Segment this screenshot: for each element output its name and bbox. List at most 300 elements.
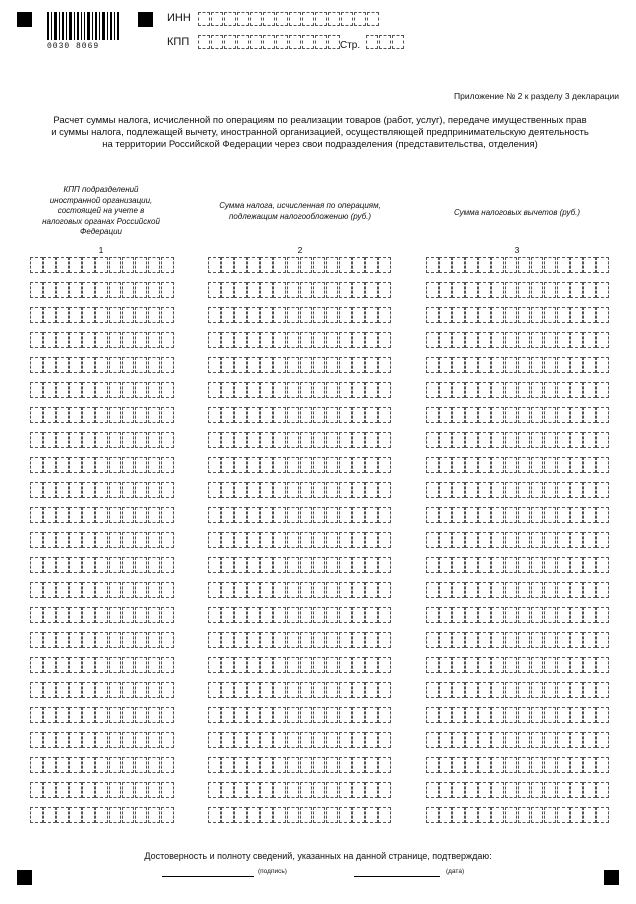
tax-amount-entry-row[interactable] <box>208 382 391 398</box>
char-cell[interactable] <box>247 382 260 398</box>
char-cell[interactable] <box>221 482 234 498</box>
char-cell[interactable] <box>570 782 583 798</box>
char-cell[interactable] <box>82 307 95 323</box>
char-cell[interactable] <box>452 782 465 798</box>
char-cell[interactable] <box>300 382 313 398</box>
char-cell[interactable] <box>326 507 339 523</box>
char-cell[interactable] <box>544 382 557 398</box>
char-cell[interactable] <box>273 407 286 423</box>
char-cell[interactable] <box>300 707 313 723</box>
char-cell[interactable] <box>82 782 95 798</box>
char-cell[interactable] <box>557 507 570 523</box>
deduction-amount-entry-row[interactable] <box>426 557 609 573</box>
char-cell[interactable] <box>161 332 174 348</box>
char-cell[interactable] <box>300 307 313 323</box>
char-cell[interactable] <box>557 732 570 748</box>
char-cell[interactable] <box>95 432 108 448</box>
char-cell[interactable] <box>518 557 531 573</box>
char-cell[interactable] <box>596 607 609 623</box>
char-cell[interactable] <box>211 35 223 49</box>
char-cell[interactable] <box>161 657 174 673</box>
char-cell[interactable] <box>326 782 339 798</box>
char-cell[interactable] <box>122 582 135 598</box>
char-cell[interactable] <box>56 332 69 348</box>
char-cell[interactable] <box>326 757 339 773</box>
char-cell[interactable] <box>56 507 69 523</box>
char-cell[interactable] <box>557 332 570 348</box>
char-cell[interactable] <box>95 382 108 398</box>
char-cell[interactable] <box>247 357 260 373</box>
page-number-field[interactable] <box>366 35 405 49</box>
char-cell[interactable] <box>56 782 69 798</box>
char-cell[interactable] <box>570 357 583 373</box>
char-cell[interactable] <box>148 607 161 623</box>
char-cell[interactable] <box>570 657 583 673</box>
char-cell[interactable] <box>452 607 465 623</box>
char-cell[interactable] <box>161 732 174 748</box>
char-cell[interactable] <box>135 382 148 398</box>
char-cell[interactable] <box>82 632 95 648</box>
tax-amount-entry-row[interactable] <box>208 807 391 823</box>
char-cell[interactable] <box>300 682 313 698</box>
char-cell[interactable] <box>452 757 465 773</box>
char-cell[interactable] <box>478 682 491 698</box>
char-cell[interactable] <box>557 457 570 473</box>
char-cell[interactable] <box>234 807 247 823</box>
char-cell[interactable] <box>531 307 544 323</box>
deduction-amount-entry-row[interactable] <box>426 507 609 523</box>
char-cell[interactable] <box>273 707 286 723</box>
char-cell[interactable] <box>234 332 247 348</box>
char-cell[interactable] <box>300 257 313 273</box>
char-cell[interactable] <box>478 257 491 273</box>
char-cell[interactable] <box>378 407 391 423</box>
char-cell[interactable] <box>56 807 69 823</box>
char-cell[interactable] <box>95 782 108 798</box>
char-cell[interactable] <box>339 307 352 323</box>
char-cell[interactable] <box>208 432 221 448</box>
char-cell[interactable] <box>30 482 43 498</box>
char-cell[interactable] <box>273 607 286 623</box>
char-cell[interactable] <box>491 582 504 598</box>
char-cell[interactable] <box>234 257 247 273</box>
char-cell[interactable] <box>339 332 352 348</box>
char-cell[interactable] <box>596 757 609 773</box>
kpp-entry-row[interactable] <box>30 557 174 573</box>
char-cell[interactable] <box>69 457 82 473</box>
char-cell[interactable] <box>287 507 300 523</box>
kpp-entry-row[interactable] <box>30 332 174 348</box>
char-cell[interactable] <box>260 707 273 723</box>
char-cell[interactable] <box>56 757 69 773</box>
char-cell[interactable] <box>95 807 108 823</box>
tax-amount-entry-row[interactable] <box>208 357 391 373</box>
char-cell[interactable] <box>148 507 161 523</box>
char-cell[interactable] <box>95 582 108 598</box>
kpp-entry-row[interactable] <box>30 632 174 648</box>
char-cell[interactable] <box>208 332 221 348</box>
char-cell[interactable] <box>122 682 135 698</box>
char-cell[interactable] <box>465 732 478 748</box>
char-cell[interactable] <box>260 482 273 498</box>
char-cell[interactable] <box>570 607 583 623</box>
char-cell[interactable] <box>378 332 391 348</box>
char-cell[interactable] <box>260 407 273 423</box>
char-cell[interactable] <box>465 582 478 598</box>
char-cell[interactable] <box>378 432 391 448</box>
char-cell[interactable] <box>82 682 95 698</box>
char-cell[interactable] <box>135 732 148 748</box>
char-cell[interactable] <box>557 782 570 798</box>
char-cell[interactable] <box>43 532 56 548</box>
char-cell[interactable] <box>518 407 531 423</box>
tax-amount-entry-row[interactable] <box>208 332 391 348</box>
kpp-entry-row[interactable] <box>30 657 174 673</box>
char-cell[interactable] <box>439 532 452 548</box>
char-cell[interactable] <box>505 457 518 473</box>
char-cell[interactable] <box>465 382 478 398</box>
deduction-amount-entry-row[interactable] <box>426 482 609 498</box>
char-cell[interactable] <box>287 332 300 348</box>
char-cell[interactable] <box>505 757 518 773</box>
char-cell[interactable] <box>287 732 300 748</box>
char-cell[interactable] <box>148 782 161 798</box>
char-cell[interactable] <box>352 382 365 398</box>
char-cell[interactable] <box>43 307 56 323</box>
char-cell[interactable] <box>452 457 465 473</box>
deduction-amount-entry-row[interactable] <box>426 432 609 448</box>
char-cell[interactable] <box>557 382 570 398</box>
deduction-amount-entry-row[interactable] <box>426 332 609 348</box>
kpp-entry-row[interactable] <box>30 482 174 498</box>
deduction-amount-entry-row[interactable] <box>426 282 609 298</box>
char-cell[interactable] <box>30 532 43 548</box>
char-cell[interactable] <box>109 532 122 548</box>
char-cell[interactable] <box>302 12 314 26</box>
char-cell[interactable] <box>339 782 352 798</box>
char-cell[interactable] <box>221 732 234 748</box>
char-cell[interactable] <box>82 482 95 498</box>
char-cell[interactable] <box>478 457 491 473</box>
char-cell[interactable] <box>505 657 518 673</box>
char-cell[interactable] <box>465 657 478 673</box>
char-cell[interactable] <box>161 282 174 298</box>
char-cell[interactable] <box>273 807 286 823</box>
char-cell[interactable] <box>69 332 82 348</box>
char-cell[interactable] <box>378 382 391 398</box>
char-cell[interactable] <box>557 557 570 573</box>
char-cell[interactable] <box>313 607 326 623</box>
char-cell[interactable] <box>531 657 544 673</box>
char-cell[interactable] <box>250 12 262 26</box>
char-cell[interactable] <box>531 332 544 348</box>
char-cell[interactable] <box>518 432 531 448</box>
char-cell[interactable] <box>260 382 273 398</box>
char-cell[interactable] <box>570 407 583 423</box>
char-cell[interactable] <box>109 282 122 298</box>
char-cell[interactable] <box>69 682 82 698</box>
char-cell[interactable] <box>56 682 69 698</box>
char-cell[interactable] <box>300 582 313 598</box>
char-cell[interactable] <box>378 682 391 698</box>
tax-amount-entry-row[interactable] <box>208 607 391 623</box>
char-cell[interactable] <box>208 257 221 273</box>
char-cell[interactable] <box>352 482 365 498</box>
char-cell[interactable] <box>95 632 108 648</box>
char-cell[interactable] <box>313 657 326 673</box>
char-cell[interactable] <box>95 532 108 548</box>
char-cell[interactable] <box>82 732 95 748</box>
char-cell[interactable] <box>518 682 531 698</box>
date-line[interactable] <box>354 876 440 877</box>
char-cell[interactable] <box>439 557 452 573</box>
char-cell[interactable] <box>596 807 609 823</box>
char-cell[interactable] <box>465 407 478 423</box>
char-cell[interactable] <box>161 357 174 373</box>
char-cell[interactable] <box>365 432 378 448</box>
char-cell[interactable] <box>505 257 518 273</box>
char-cell[interactable] <box>260 432 273 448</box>
char-cell[interactable] <box>352 557 365 573</box>
char-cell[interactable] <box>339 382 352 398</box>
char-cell[interactable] <box>452 632 465 648</box>
char-cell[interactable] <box>95 607 108 623</box>
char-cell[interactable] <box>465 607 478 623</box>
char-cell[interactable] <box>352 257 365 273</box>
char-cell[interactable] <box>276 12 288 26</box>
char-cell[interactable] <box>273 457 286 473</box>
char-cell[interactable] <box>69 507 82 523</box>
char-cell[interactable] <box>596 482 609 498</box>
char-cell[interactable] <box>56 482 69 498</box>
char-cell[interactable] <box>109 657 122 673</box>
char-cell[interactable] <box>596 307 609 323</box>
char-cell[interactable] <box>326 607 339 623</box>
char-cell[interactable] <box>326 432 339 448</box>
char-cell[interactable] <box>426 407 439 423</box>
char-cell[interactable] <box>224 12 236 26</box>
char-cell[interactable] <box>544 807 557 823</box>
char-cell[interactable] <box>491 632 504 648</box>
char-cell[interactable] <box>544 757 557 773</box>
char-cell[interactable] <box>69 607 82 623</box>
char-cell[interactable] <box>339 407 352 423</box>
char-cell[interactable] <box>161 482 174 498</box>
char-cell[interactable] <box>570 807 583 823</box>
char-cell[interactable] <box>82 407 95 423</box>
char-cell[interactable] <box>352 532 365 548</box>
char-cell[interactable] <box>491 557 504 573</box>
char-cell[interactable] <box>95 407 108 423</box>
char-cell[interactable] <box>148 707 161 723</box>
char-cell[interactable] <box>352 807 365 823</box>
char-cell[interactable] <box>273 332 286 348</box>
char-cell[interactable] <box>161 432 174 448</box>
char-cell[interactable] <box>135 682 148 698</box>
char-cell[interactable] <box>544 632 557 648</box>
char-cell[interactable] <box>135 307 148 323</box>
char-cell[interactable] <box>596 407 609 423</box>
char-cell[interactable] <box>439 432 452 448</box>
char-cell[interactable] <box>161 782 174 798</box>
char-cell[interactable] <box>378 357 391 373</box>
char-cell[interactable] <box>544 407 557 423</box>
char-cell[interactable] <box>69 382 82 398</box>
char-cell[interactable] <box>544 657 557 673</box>
char-cell[interactable] <box>234 632 247 648</box>
char-cell[interactable] <box>273 507 286 523</box>
char-cell[interactable] <box>30 307 43 323</box>
kpp-entry-row[interactable] <box>30 807 174 823</box>
char-cell[interactable] <box>148 282 161 298</box>
char-cell[interactable] <box>365 807 378 823</box>
char-cell[interactable] <box>69 707 82 723</box>
char-cell[interactable] <box>570 457 583 473</box>
char-cell[interactable] <box>452 407 465 423</box>
char-cell[interactable] <box>289 12 301 26</box>
char-cell[interactable] <box>518 282 531 298</box>
char-cell[interactable] <box>426 632 439 648</box>
char-cell[interactable] <box>221 357 234 373</box>
char-cell[interactable] <box>247 582 260 598</box>
char-cell[interactable] <box>570 707 583 723</box>
char-cell[interactable] <box>478 632 491 648</box>
char-cell[interactable] <box>365 657 378 673</box>
char-cell[interactable] <box>287 357 300 373</box>
char-cell[interactable] <box>273 782 286 798</box>
char-cell[interactable] <box>287 382 300 398</box>
char-cell[interactable] <box>135 457 148 473</box>
char-cell[interactable] <box>352 457 365 473</box>
char-cell[interactable] <box>557 582 570 598</box>
char-cell[interactable] <box>557 632 570 648</box>
char-cell[interactable] <box>439 707 452 723</box>
char-cell[interactable] <box>260 332 273 348</box>
char-cell[interactable] <box>439 282 452 298</box>
char-cell[interactable] <box>365 632 378 648</box>
char-cell[interactable] <box>352 357 365 373</box>
char-cell[interactable] <box>56 382 69 398</box>
char-cell[interactable] <box>109 682 122 698</box>
char-cell[interactable] <box>234 507 247 523</box>
char-cell[interactable] <box>221 782 234 798</box>
char-cell[interactable] <box>221 707 234 723</box>
char-cell[interactable] <box>109 382 122 398</box>
char-cell[interactable] <box>247 657 260 673</box>
char-cell[interactable] <box>221 382 234 398</box>
char-cell[interactable] <box>378 632 391 648</box>
char-cell[interactable] <box>43 332 56 348</box>
char-cell[interactable] <box>161 257 174 273</box>
char-cell[interactable] <box>452 707 465 723</box>
char-cell[interactable] <box>300 532 313 548</box>
char-cell[interactable] <box>326 357 339 373</box>
char-cell[interactable] <box>491 382 504 398</box>
char-cell[interactable] <box>518 782 531 798</box>
char-cell[interactable] <box>234 782 247 798</box>
char-cell[interactable] <box>583 657 596 673</box>
char-cell[interactable] <box>30 782 43 798</box>
char-cell[interactable] <box>365 707 378 723</box>
char-cell[interactable] <box>583 607 596 623</box>
char-cell[interactable] <box>491 357 504 373</box>
char-cell[interactable] <box>365 782 378 798</box>
char-cell[interactable] <box>378 457 391 473</box>
char-cell[interactable] <box>234 757 247 773</box>
char-cell[interactable] <box>557 307 570 323</box>
char-cell[interactable] <box>452 307 465 323</box>
kpp-entry-row[interactable] <box>30 582 174 598</box>
char-cell[interactable] <box>95 482 108 498</box>
char-cell[interactable] <box>135 282 148 298</box>
char-cell[interactable] <box>122 707 135 723</box>
char-cell[interactable] <box>260 632 273 648</box>
char-cell[interactable] <box>378 307 391 323</box>
char-cell[interactable] <box>583 632 596 648</box>
char-cell[interactable] <box>43 582 56 598</box>
char-cell[interactable] <box>56 407 69 423</box>
char-cell[interactable] <box>544 507 557 523</box>
char-cell[interactable] <box>339 457 352 473</box>
char-cell[interactable] <box>339 632 352 648</box>
char-cell[interactable] <box>122 432 135 448</box>
char-cell[interactable] <box>339 557 352 573</box>
char-cell[interactable] <box>583 782 596 798</box>
char-cell[interactable] <box>30 632 43 648</box>
char-cell[interactable] <box>557 607 570 623</box>
char-cell[interactable] <box>109 432 122 448</box>
char-cell[interactable] <box>148 682 161 698</box>
char-cell[interactable] <box>247 457 260 473</box>
char-cell[interactable] <box>326 482 339 498</box>
char-cell[interactable] <box>148 457 161 473</box>
char-cell[interactable] <box>531 632 544 648</box>
char-cell[interactable] <box>557 482 570 498</box>
char-cell[interactable] <box>273 307 286 323</box>
char-cell[interactable] <box>287 582 300 598</box>
char-cell[interactable] <box>30 707 43 723</box>
char-cell[interactable] <box>365 357 378 373</box>
char-cell[interactable] <box>326 257 339 273</box>
char-cell[interactable] <box>135 757 148 773</box>
char-cell[interactable] <box>505 482 518 498</box>
char-cell[interactable] <box>505 357 518 373</box>
char-cell[interactable] <box>339 257 352 273</box>
char-cell[interactable] <box>439 257 452 273</box>
char-cell[interactable] <box>352 607 365 623</box>
char-cell[interactable] <box>596 532 609 548</box>
char-cell[interactable] <box>161 757 174 773</box>
char-cell[interactable] <box>287 532 300 548</box>
char-cell[interactable] <box>109 482 122 498</box>
deduction-amount-entry-row[interactable] <box>426 682 609 698</box>
char-cell[interactable] <box>82 657 95 673</box>
char-cell[interactable] <box>273 357 286 373</box>
char-cell[interactable] <box>122 257 135 273</box>
char-cell[interactable] <box>135 807 148 823</box>
char-cell[interactable] <box>234 707 247 723</box>
char-cell[interactable] <box>260 582 273 598</box>
char-cell[interactable] <box>326 732 339 748</box>
char-cell[interactable] <box>313 532 326 548</box>
char-cell[interactable] <box>56 632 69 648</box>
char-cell[interactable] <box>260 682 273 698</box>
char-cell[interactable] <box>122 407 135 423</box>
char-cell[interactable] <box>426 807 439 823</box>
char-cell[interactable] <box>161 682 174 698</box>
char-cell[interactable] <box>208 532 221 548</box>
char-cell[interactable] <box>69 532 82 548</box>
